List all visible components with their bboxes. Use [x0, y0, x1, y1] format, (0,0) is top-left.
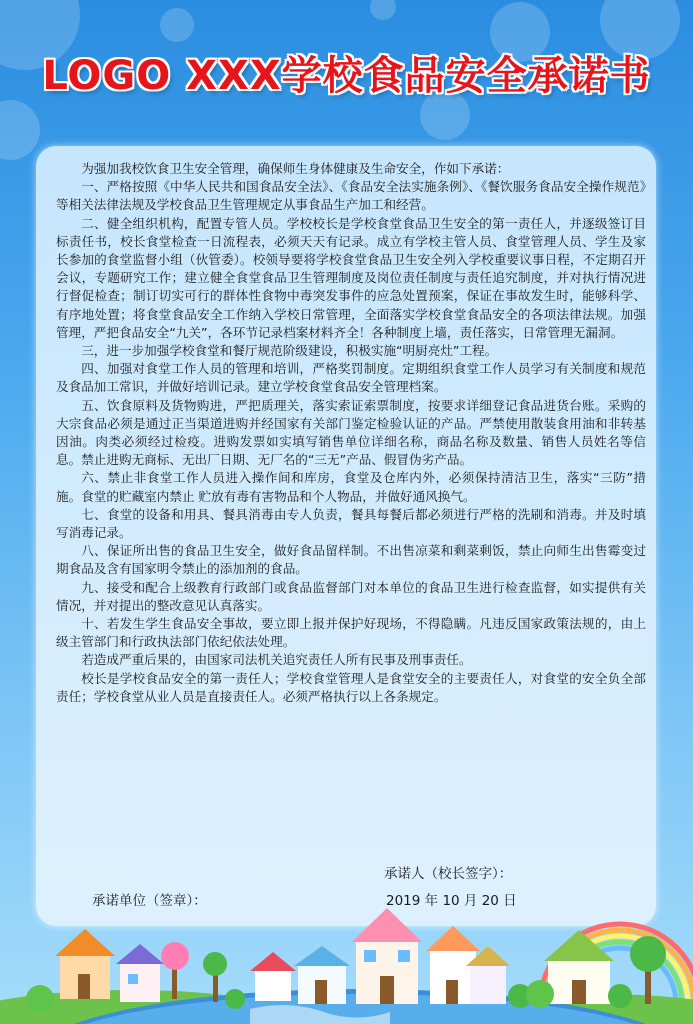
house-icon [250, 952, 296, 1001]
bokeh-circle [370, 0, 396, 20]
paragraph-2: 二、健全组织机构，配置专管人员。学校校长是学校食堂食品卫生安全的第一责任人，并逐级签订目标责任书，校长食堂检查一日流程表，必须天天有记录。成立有学校主管人员、食堂管理人员、学生及家长参加的食堂监督小组（伙管委）。校领导要将学校食堂食品卫生安全列入学校重要议事日程，不定期召开会议，专题研究工作；建立健全食堂食品卫生管理制度及岗位责任制度与责任追究制度，并对执行情况进行督促检查；制订切实可行的群体性食物中毒突发事件的应急处置预案，保证在事故发生时，能够科学、有序地处置；将食堂食品安全工作纳入学校日常管理，全面落实学校食堂食品安全的各项法律法规。加强管理，严把食品安全“九关”，各环节记录档案材料齐全！各种制度上墙，责任落实，日常管理无漏洞。 [56, 215, 646, 340]
paragraph-8: 八、保证所出售的食品卫生安全，做好食品留样制。不出售凉菜和剩菜剩饭，禁止向师生出售霉变过期食品及含有国家明令禁止的添加剂的食品。 [56, 543, 646, 577]
paragraph-7: 七、食堂的设备和用具、餐具消毒由专人负责，餐具每餐后都必须进行严格的洗刷和消毒。并及时填写消毒记录。 [56, 506, 646, 541]
signature-date: 2019 年 10 月 20 日 [386, 893, 517, 909]
paragraph-consequence: 若造成严重后果的，由国家司法机关追究责任人所有民事及刑事责任。 [81, 652, 472, 668]
promiser-signature-label: 承诺人（校长签字）： [384, 866, 513, 882]
town-scene-illustration [0, 884, 693, 1024]
unit-seal-label: 承诺单位（签章）： [92, 893, 207, 909]
paragraph-10: 十、若发生学生食品安全事故，要立即上报并保护好现场，不得隐瞒。凡违反国家政策法规的，由上级主管部门和行政执法部门依纪依法处理。 [56, 616, 646, 650]
pledge-body [56, 160, 646, 706]
house-icon [294, 946, 350, 1004]
paragraph-responsibility: 校长是学校食品安全的第一责任人；学校食堂管理人是食堂安全的主要责任人，对食堂的安全负全部责任；学校食堂从业人员是直接责任人。必须严格执行以上各条规定。 [56, 670, 646, 704]
paragraph-3: 三，进一步加强学校食堂和餐厅规范阶级建设，积极实施“明厨亮灶”工程。 [81, 343, 498, 359]
tree-icon [161, 942, 189, 999]
paragraph-intro: 为强加我校饮食卫生安全管理，确保师生身体健康及生命安全，作如下承诺： [81, 161, 510, 176]
house-icon [352, 908, 422, 1004]
house-icon [55, 929, 115, 999]
paragraph-1: 一、严格按照《中华人民共和国食品安全法》、《食品安全法实施条例》、《餐饮服务食品安全操作规范》等相关法律法规及学校食品卫生管理规定从事食品生产加工和经营。 [56, 179, 646, 213]
paragraph-6: 六、禁止非食堂工作人员进入操作间和库房，食堂及仓库内外，必须保持清洁卫生，落实“三防”措施。食堂的贮藏室内禁止 贮放有毒有害物品和个人物品，并做好通风换气。 [56, 470, 646, 504]
page-title: LOGO XXX学校食品安全承诺书 [42, 53, 651, 99]
house-icon [116, 944, 164, 1002]
paragraph-4: 四、加强对食堂工作人员的管理和培训，严格奖罚制度。定期组织食堂工作人员学习有关制度和规范及食品加工常识，并做好培训记录。建立学校食堂食品安全管理档案。 [56, 361, 646, 395]
house-icon [544, 930, 614, 1004]
paragraph-5: 五、饮食原料及货物购进，严把质理关，落实索证索票制度，按要求详细登记食品进货台账。采购的大宗食品必须是通过正当渠道进购并经国家有关部门鉴定检验认证的产品。严禁使用散装食用油和非转基因油。肉类必须经过检疫。进购发票如实填写销售单位详细名称，商品名称及数量、销售人员姓名等信息。禁止进购无商标、无出厂日期、无厂名的“三无”产品、假冒伪劣产品。 [56, 397, 646, 468]
bokeh-circle [160, 8, 194, 42]
tree-icon [630, 936, 666, 1004]
paragraph-9: 九、接受和配合上级教育行政部门或食品监督部门对本单位的食品卫生进行检查监督，如实提供有关情况，并对提出的整改意见认真落实。 [56, 579, 646, 613]
bokeh-circle [0, 100, 40, 160]
